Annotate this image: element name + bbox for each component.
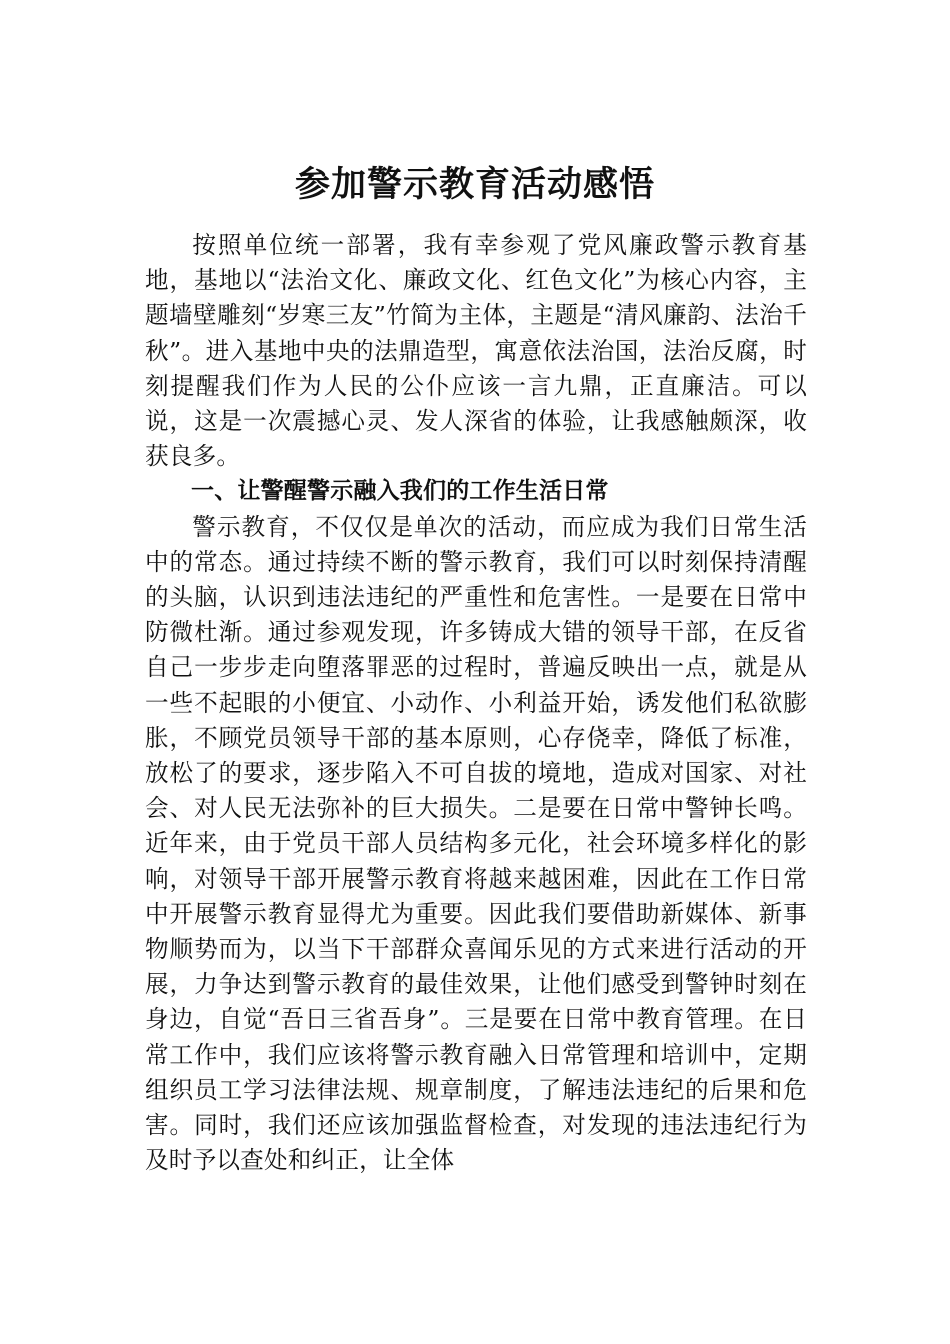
document-title: 参加警示教育活动感悟 [294,164,655,205]
document-body [145,228,807,1178]
section-heading: 一、让警醒警示融入我们的工作生活日常 [191,478,609,505]
intro-paragraph: 按照单位统一部署，我有幸参观了党风廉政警示教育基地，基地以“法治文化、廉政文化、红色文化”为核心内容，主题墙壁雕刻“岁寒三友”竹简为主体，主题是“清风廉韵、法治千秋”。进入基地中央的法鼎造型，寓意依法治国，法治反腐，时刻提醒我们作为人民的公仆应该一言九鼎，正直廉洁。可以说，这是一次震撼心灵、发人深省的体验，让我感触颇深，收获良多。 [145,231,807,471]
section-paragraph: 警示教育，不仅仅是单次的活动，而应成为我们日常生活中的常态。通过持续不断的警示教育，我们可以时刻保持清醒的头脑，认识到违法违纪的严重性和危害性。一是要在日常中防微杜渐。通过参观发现，许多铸成大错的领导干部，在反省自己一步步走向堕落罪恶的过程时，普遍反映出一点，就是从一些不起眼的小便宜、小动作、小利益开始，诱发他们私欲膨胀，不顾党员领导干部的基本原则，心存侥幸，降低了标准，放松了的要求，逐步陷入不可自拔的境地，造成对国家、对社会、对人民无法弥补的巨大损失。二是要在日常中警钟长鸣。近年来，由于党员干部人员结构多元化，社会环境多样化的影响，对领导干部开展警示教育将越来越困难，因此在工作日常中开展警示教育显得尤为重要。因此我们要借助新媒体、新事物顺势而为，以当下干部群众喜闻乐见的方式来进行活动的开展，力争达到警示教育的最佳效果，让他们感受到警钟时刻在身边，自觉“吾日三省吾身”。三是要在日常中教育管理。在日常工作中，我们应该将警示教育融入日常管理和培训中，定期组织员工学习法律法规、规章制度，了解违法违纪的后果和危害。同时，我们还应该加强监督检查，对发现的违法违纪行为及时予以查处和纠正，让全体 [145,512,807,1175]
